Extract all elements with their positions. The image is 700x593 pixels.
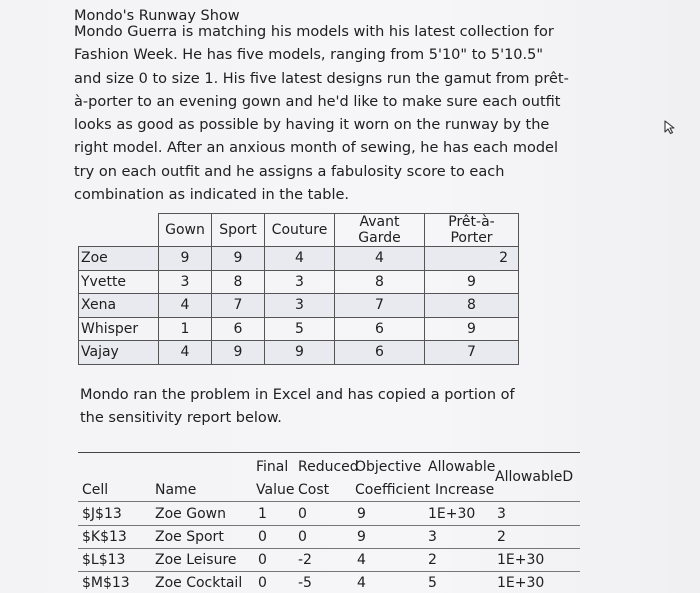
report-allowable-increase: 5 bbox=[428, 575, 437, 591]
header-value: Value bbox=[256, 482, 295, 498]
table-cell: 5 bbox=[265, 317, 335, 341]
report-name: Zoe Cocktail bbox=[155, 575, 243, 591]
model-name: Whisper bbox=[79, 317, 159, 341]
report-name: Zoe Sport bbox=[155, 529, 224, 545]
report-reduced-cost: -2 bbox=[298, 552, 312, 568]
table-cell: 9 bbox=[212, 247, 265, 271]
report-allowable-decrease: 1E+30 bbox=[497, 552, 545, 568]
header-cell: Cell bbox=[82, 482, 109, 498]
column-header-pret-a-porter: Prêt-à-Porter bbox=[425, 214, 519, 247]
report-objective-coef: 9 bbox=[357, 529, 366, 545]
column-header-avant-garde: Avant Garde bbox=[335, 214, 425, 247]
column-header-couture: Couture bbox=[265, 214, 335, 247]
score-table-header-row bbox=[79, 214, 519, 247]
table-cell: 4 bbox=[265, 247, 335, 271]
report-header-rule bbox=[78, 501, 580, 502]
column-header-sport: Sport bbox=[212, 214, 265, 247]
table-cell: 2 bbox=[425, 247, 519, 271]
report-reduced-cost: 0 bbox=[298, 506, 307, 522]
report-reduced-cost: -5 bbox=[298, 575, 312, 591]
report-final-value: 1 bbox=[258, 506, 267, 522]
sensitivity-intro: Mondo ran the problem in Excel and has copied a portion of the sensitivity report below. bbox=[80, 387, 515, 426]
table-cell: 7 bbox=[335, 294, 425, 318]
table-cell: 3 bbox=[265, 294, 335, 318]
header-coefficient: Coefficient bbox=[355, 482, 431, 498]
report-row-rule bbox=[78, 525, 580, 526]
table-cell: 4 bbox=[159, 294, 212, 318]
table-cell: 7 bbox=[212, 294, 265, 318]
report-cell-ref: $K$13 bbox=[82, 529, 127, 545]
table-cell: 3 bbox=[265, 270, 335, 294]
table-cell: 8 bbox=[212, 270, 265, 294]
header-reduced: Reduced bbox=[298, 459, 359, 475]
table-cell: 7 bbox=[425, 341, 519, 365]
table-cell: 8 bbox=[425, 294, 519, 318]
report-cell-ref: $L$13 bbox=[82, 552, 126, 568]
table-cell: 4 bbox=[159, 341, 212, 365]
table-row bbox=[79, 247, 519, 271]
header-cost: Cost bbox=[298, 482, 330, 498]
table-cell: 1 bbox=[159, 317, 212, 341]
header-increase: Increase bbox=[435, 482, 495, 498]
model-name: Vajay bbox=[79, 341, 159, 365]
report-row-rule bbox=[78, 548, 580, 549]
fabulosity-score-table bbox=[78, 213, 519, 365]
table-cell: 3 bbox=[159, 270, 212, 294]
report-name: Zoe Gown bbox=[155, 506, 226, 522]
table-cell: 4 bbox=[335, 247, 425, 271]
score-table-corner bbox=[79, 214, 159, 247]
report-reduced-cost: 0 bbox=[298, 529, 307, 545]
table-cell: 6 bbox=[212, 317, 265, 341]
page-title: Mondo's Runway Show bbox=[74, 8, 240, 24]
report-allowable-decrease: 3 bbox=[497, 506, 506, 522]
report-final-value: 0 bbox=[258, 529, 267, 545]
report-allowable-increase: 2 bbox=[428, 552, 437, 568]
report-allowable-decrease: 2 bbox=[497, 529, 506, 545]
report-allowable-increase: 3 bbox=[428, 529, 437, 545]
header-allowable-increase: Allowable bbox=[428, 459, 496, 475]
header-name: Name bbox=[155, 482, 197, 498]
model-name: Xena bbox=[79, 294, 159, 318]
model-name: Yvette bbox=[79, 270, 159, 294]
table-row bbox=[79, 270, 519, 294]
table-row bbox=[79, 294, 519, 318]
table-cell: 6 bbox=[335, 317, 425, 341]
header-final: Final bbox=[256, 459, 289, 475]
report-final-value: 0 bbox=[258, 552, 267, 568]
table-cell: 6 bbox=[335, 341, 425, 365]
table-cell: 9 bbox=[425, 270, 519, 294]
report-objective-coef: 9 bbox=[357, 506, 366, 522]
mouse-pointer-icon bbox=[663, 119, 679, 135]
table-cell: 8 bbox=[335, 270, 425, 294]
report-row-rule bbox=[78, 571, 580, 572]
header-objective: Objective bbox=[355, 459, 422, 475]
problem-description: Mondo Guerra is matching his models with his latest collection for Fashion Week. He has five models, ranging from 5'10" to 5'10.5" and size 0 to size 1. His five latest designs run the gamut from prêt-à-porter to an evening gown and he'd like to make sure each outfit looks as good as possible by having it worn on the runway by the right model. After an anxious month of sewing, he has each model try on each outfit and he assigns a fabulosity score to each combination as indicated in the table. bbox=[74, 24, 569, 204]
model-name: Zoe bbox=[79, 247, 159, 271]
report-cell-ref: $J$13 bbox=[82, 506, 122, 522]
report-allowable-increase: 1E+30 bbox=[428, 506, 476, 522]
report-allowable-decrease: 1E+30 bbox=[497, 575, 545, 591]
table-row bbox=[79, 341, 519, 365]
report-objective-coef: 4 bbox=[357, 575, 366, 591]
report-cell-ref: $M$13 bbox=[82, 575, 130, 591]
report-final-value: 0 bbox=[258, 575, 267, 591]
column-header-gown: Gown bbox=[159, 214, 212, 247]
header-allowable-decrease: AllowableD bbox=[495, 469, 574, 485]
table-cell: 9 bbox=[425, 317, 519, 341]
report-top-rule bbox=[78, 452, 580, 453]
table-row bbox=[79, 317, 519, 341]
report-name: Zoe Leisure bbox=[155, 552, 237, 568]
table-cell: 9 bbox=[265, 341, 335, 365]
report-objective-coef: 4 bbox=[357, 552, 366, 568]
table-cell: 9 bbox=[159, 247, 212, 271]
table-cell: 9 bbox=[212, 341, 265, 365]
